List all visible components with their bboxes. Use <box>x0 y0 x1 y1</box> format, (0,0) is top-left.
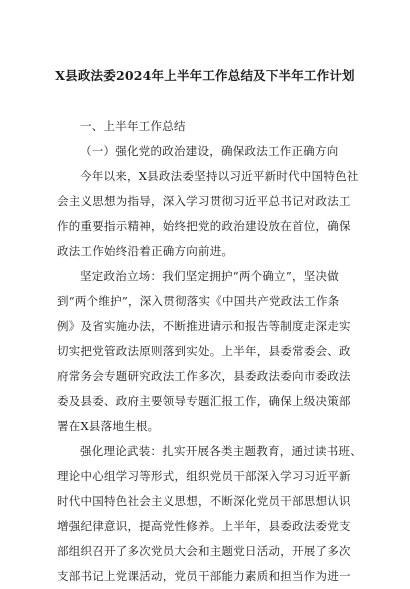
paragraph-line: 切实把党管政法原则落到实处。上半年，县委常委会、政 <box>57 344 351 358</box>
paragraph-3 <box>57 439 362 589</box>
section-heading: 一、上半年工作总结 <box>80 119 186 133</box>
subsection-heading: （一）强化党的政治建设，确保政法工作正确方向 <box>80 144 339 158</box>
document-title: X县政法委2024年上半年工作总结及下半年工作计划 <box>55 68 355 83</box>
paragraph-2 <box>57 264 357 439</box>
paragraph-line: 强化理论武装：扎实开展各类主题教育，通过读书班、 <box>80 444 362 458</box>
document-body <box>57 114 362 589</box>
paragraph-line: 今年以来，X县政法委坚持以习近平新时代中国特色社 <box>80 169 359 183</box>
paragraph-line: 时代中国特色社会主义思想，不断深化党员干部思想认识 <box>57 494 351 508</box>
paragraph-line: 政法工作始终沿着正确方向前进。 <box>57 244 234 258</box>
paragraph-line: 坚定政治立场：我们坚定拥护“两个确立”，坚决做 <box>80 269 340 283</box>
paragraph-line: 部组织召开了多次党员大会和主题党日活动，开展了多次 <box>57 544 351 558</box>
paragraph-line: 到“两个维护”，深入贯彻落实《中国共产党政法工作条 <box>57 294 340 308</box>
paragraph-line: 增强纪律意识，提高党性修养。上半年，县委政法委党支 <box>57 519 351 533</box>
paragraph-1 <box>57 164 357 264</box>
paragraph-line: 委及县委、政府主要领导专题汇报工作，确保上级决策部 <box>57 394 351 408</box>
paragraph-line: 理论中心组学习等形式，组织党员干部深入学习习近平新 <box>57 469 351 483</box>
paragraph-line: 例》及省实施办法，不断推进请示和报告等制度走深走实 <box>57 319 351 333</box>
paragraph-line: 支部书记上党课活动，党员干部能力素质和担当作为进一 <box>57 569 351 583</box>
paragraph-line: 署在X县落地生根。 <box>57 419 160 433</box>
paragraph-line: 会主义思想为指导，深入学习贯彻习近平总书记对政法工 <box>57 194 351 208</box>
paragraph-line: 府常务会专题研究政法工作多次，县委政法委向市委政法 <box>57 369 351 383</box>
paragraph-line: 作的重要指示精神，始终把党的政治建设放在首位，确保 <box>57 219 351 233</box>
